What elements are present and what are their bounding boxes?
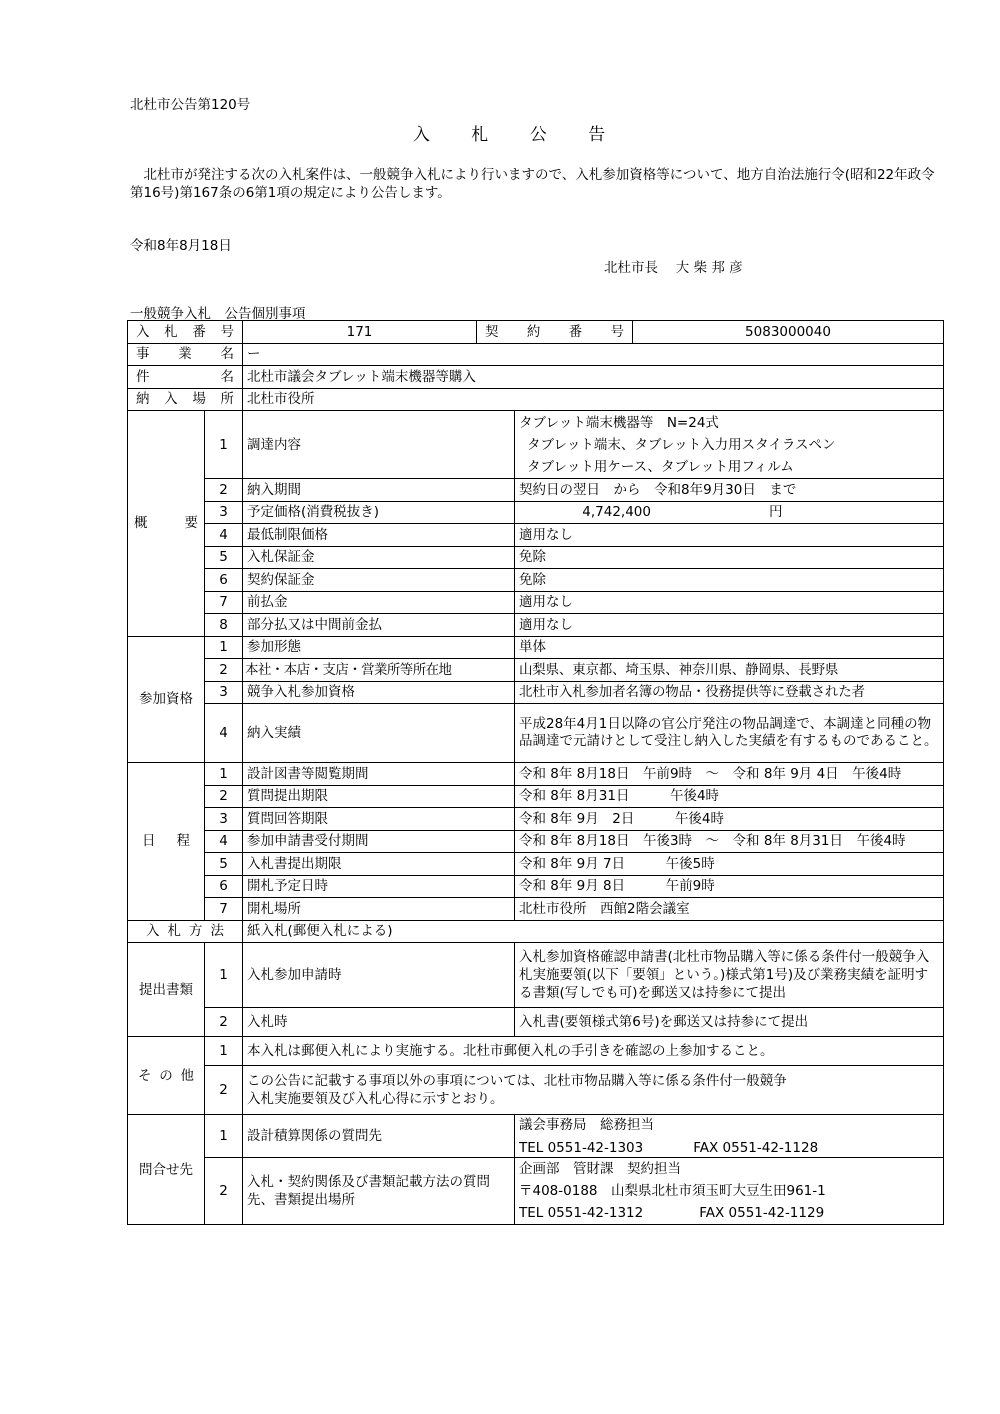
- row-item: 質問提出期限: [243, 785, 515, 808]
- row-item: 入札保証金: [243, 546, 515, 569]
- row-value: 山梨県、東京都、埼玉県、神奈川県、静岡県、長野県: [515, 659, 944, 682]
- schedule-row: [128, 830, 944, 853]
- row-value: 入札書(要領様式第6号)を郵送又は持参にて提出: [515, 1008, 944, 1037]
- row-number: 1: [205, 1037, 243, 1066]
- schedule-group-label: 日程: [128, 763, 205, 921]
- procurement-line: タブレット端末機器等 N=24式: [519, 414, 719, 431]
- row-item: 設計積算関係の質問先: [243, 1115, 515, 1158]
- schedule-row: [128, 898, 944, 921]
- overview-row: [128, 479, 944, 502]
- row-item: 参加形態: [243, 636, 515, 659]
- row-item: 開札場所: [243, 898, 515, 921]
- other-group-label: その他: [128, 1037, 205, 1115]
- row-item: 本社・本店・支店・営業所等所在地: [243, 659, 515, 682]
- method-row: [128, 920, 944, 943]
- row-item: 納入期間: [243, 479, 515, 502]
- contract-number-value: 5083000040: [633, 321, 944, 344]
- bid-details-table: [127, 320, 944, 1225]
- procurement-content: [515, 411, 944, 479]
- documents-row: [128, 943, 944, 1008]
- notice-number: 北杜市公告第120号: [130, 97, 251, 113]
- planned-price-unit: 円: [769, 504, 783, 521]
- schedule-row: [128, 875, 944, 898]
- row-value: 令和 8年 9月 7日 午後5時: [515, 853, 944, 876]
- documents-group-label: 提出書類: [128, 943, 205, 1037]
- row-item: 質問回答期限: [243, 808, 515, 831]
- overview-row: [128, 524, 944, 547]
- contact-tel: TEL 0551-42-1312: [519, 1205, 644, 1221]
- contact-fax: FAX 0551-42-1129: [699, 1205, 825, 1221]
- bid-number-label: 入札番号: [128, 321, 243, 344]
- contact-phone-line: [519, 1204, 939, 1222]
- row-value: 北杜市役所 西館2階会議室: [515, 898, 944, 921]
- row-item: 入札時: [243, 1008, 515, 1037]
- row-value: 令和 8年 9月 2日 午後4時: [515, 808, 944, 831]
- overview-row: [128, 614, 944, 637]
- overview-group-label: 概要: [128, 411, 205, 637]
- row-number: 2: [205, 659, 243, 682]
- overview-row: [128, 411, 944, 479]
- schedule-row: [128, 763, 944, 786]
- row-item: 調達内容: [243, 411, 515, 479]
- bid-number-value: 171: [243, 321, 477, 344]
- row-item: 設計図書等閲覧期間: [243, 763, 515, 786]
- contact-tel: TEL 0551-42-1303: [519, 1139, 644, 1156]
- mayor-name: 北杜市長 大 柴 邦 彦: [604, 260, 743, 276]
- method-value: 紙入札(郵便入札による): [243, 920, 944, 943]
- contact-row: [128, 1115, 944, 1158]
- business-row: [128, 343, 944, 366]
- row-number: 1: [205, 636, 243, 659]
- row-value: 適用なし: [515, 614, 944, 637]
- overview-row: [128, 546, 944, 569]
- row-number: 6: [205, 569, 243, 592]
- row-item: 入札参加申請時: [243, 943, 515, 1008]
- row-number: 4: [205, 830, 243, 853]
- row-value: 本入札は郵便入札により実施する。北杜市郵便入札の手引きを確認の上参加すること。: [243, 1037, 944, 1066]
- business-value: ー: [243, 343, 944, 366]
- schedule-row: [128, 808, 944, 831]
- row-value: 北杜市入札参加者名簿の物品・役務提供等に登載された者: [515, 681, 944, 704]
- row-item: 最低制限価格: [243, 524, 515, 547]
- qualification-row: [128, 636, 944, 659]
- row-item: 部分払又は中間前金払: [243, 614, 515, 637]
- row-number: 8: [205, 614, 243, 637]
- intro-paragraph: 北杜市が発注する次の入札案件は、一般競争入札により行いますので、入札参加資格等について、地方自治法施行令(昭和22年政令第16号)第167条の6第1項の規定により公告します。: [130, 167, 935, 201]
- contact-phone-line: [519, 1139, 939, 1157]
- schedule-row: [128, 785, 944, 808]
- row-number: 1: [205, 763, 243, 786]
- qualification-row: [128, 681, 944, 704]
- row-number: 3: [205, 681, 243, 704]
- row-item: 前払金: [243, 591, 515, 614]
- row-number: 7: [205, 591, 243, 614]
- row-number: 2: [205, 1066, 243, 1115]
- row-number: 1: [205, 943, 243, 1008]
- delivery-place-row: [128, 388, 944, 411]
- row-number: 2: [205, 1158, 243, 1225]
- row-number: 3: [205, 501, 243, 524]
- notice-date: 令和8年8月18日: [130, 238, 232, 254]
- subject-value: 北杜市議会タブレット端末機器等購入: [243, 366, 944, 389]
- other-row: [128, 1037, 944, 1066]
- documents-row: [128, 1008, 944, 1037]
- overview-row: [128, 501, 944, 524]
- row-value: 令和 8年 8月18日 午前9時 ～ 令和 8年 9月 4日 午後4時: [515, 763, 944, 786]
- overview-row: [128, 591, 944, 614]
- row-value: 入札参加資格確認申請書(北杜市物品購入等に係る条件付一般競争入札実施要領(以下「要領」という。)様式第1号)及び業務実績を証明する書類(写しでも可)を郵送又は持参にて提出: [515, 943, 944, 1008]
- contact-fax: FAX 0551-42-1128: [693, 1139, 819, 1156]
- row-item: 納入実績: [243, 704, 515, 763]
- row-number: 4: [205, 704, 243, 763]
- row-number: 2: [205, 479, 243, 502]
- row-value: [243, 1066, 944, 1115]
- row-number: 1: [205, 411, 243, 479]
- procurement-line: タブレット用ケース、タブレット用フィルム: [527, 458, 794, 475]
- method-label: 入札方法: [128, 920, 243, 943]
- overview-row: [128, 569, 944, 592]
- contact-info: [515, 1115, 944, 1158]
- row-item: 参加申請書受付期間: [243, 830, 515, 853]
- qualification-row: [128, 659, 944, 682]
- subject-label: 件名: [128, 366, 243, 389]
- other-line: この公告に記載する事項以外の事項については、北杜市物品購入等に係る条件付一般競争: [247, 1073, 787, 1089]
- delivery-place-value: 北杜市役所: [243, 388, 944, 411]
- planned-price-amount: 4,742,400: [582, 504, 651, 521]
- row-value: 適用なし: [515, 524, 944, 547]
- contract-number-label: 契約番号: [477, 321, 633, 344]
- bid-number-row: [128, 321, 944, 344]
- other-row: [128, 1066, 944, 1115]
- row-value: 契約日の翌日 から 令和8年9月30日 まで: [515, 479, 944, 502]
- contact-dept: 企画部 管財課 契約担当: [519, 1161, 681, 1177]
- row-number: 2: [205, 785, 243, 808]
- business-label: 事業名: [128, 343, 243, 366]
- qualification-row: [128, 704, 944, 763]
- row-number: 1: [205, 1115, 243, 1158]
- qualification-group-label: 参加資格: [128, 636, 205, 763]
- row-number: 2: [205, 1008, 243, 1037]
- row-number: 6: [205, 875, 243, 898]
- subject-row: [128, 366, 944, 389]
- row-value: 令和 8年 8月18日 午後3時 ～ 令和 8年 8月31日 午後4時: [515, 830, 944, 853]
- row-number: 5: [205, 853, 243, 876]
- delivery-place-label: 納入場所: [128, 388, 243, 411]
- planned-price: [515, 501, 944, 524]
- row-number: 5: [205, 546, 243, 569]
- row-value: 適用なし: [515, 591, 944, 614]
- schedule-row: [128, 853, 944, 876]
- row-value: 免除: [515, 546, 944, 569]
- row-value: 平成28年4月1日以降の官公庁発注の物品調達で、本調達と同種の物品調達で元請けとして受注し納入した実績を有するものであること。: [515, 704, 944, 763]
- row-value: 免除: [515, 569, 944, 592]
- other-line: 入札実施要領及び入札心得に示すとおり。: [247, 1091, 504, 1107]
- row-item: 入札書提出期限: [243, 853, 515, 876]
- row-value: 令和 8年 9月 8日 午前9時: [515, 875, 944, 898]
- row-number: 4: [205, 524, 243, 547]
- row-value: 令和 8年 8月31日 午後4時: [515, 785, 944, 808]
- row-item: 予定価格(消費税抜き): [243, 501, 515, 524]
- row-value: 単体: [515, 636, 944, 659]
- section-label: 一般競争入札 公告個別事項: [130, 306, 306, 322]
- contact-info: [515, 1158, 944, 1225]
- procurement-line: タブレット端末、タブレット入力用スタイラスペン: [527, 436, 836, 453]
- row-item: 契約保証金: [243, 569, 515, 592]
- contact-group-label: 問合せ先: [128, 1115, 205, 1225]
- row-item: 入札・契約関係及び書類記載方法の質問先、書類提出場所: [243, 1158, 515, 1225]
- contact-row: [128, 1158, 944, 1225]
- contact-address: 〒408-0188 山梨県北杜市須玉町大豆生田961-1: [519, 1183, 826, 1199]
- row-item: 開札予定日時: [243, 875, 515, 898]
- row-number: 7: [205, 898, 243, 921]
- row-item: 競争入札参加資格: [243, 681, 515, 704]
- page-title: 入 札 公 告: [412, 125, 624, 145]
- row-number: 3: [205, 808, 243, 831]
- contact-dept: 議会事務局 総務担当: [519, 1116, 654, 1133]
